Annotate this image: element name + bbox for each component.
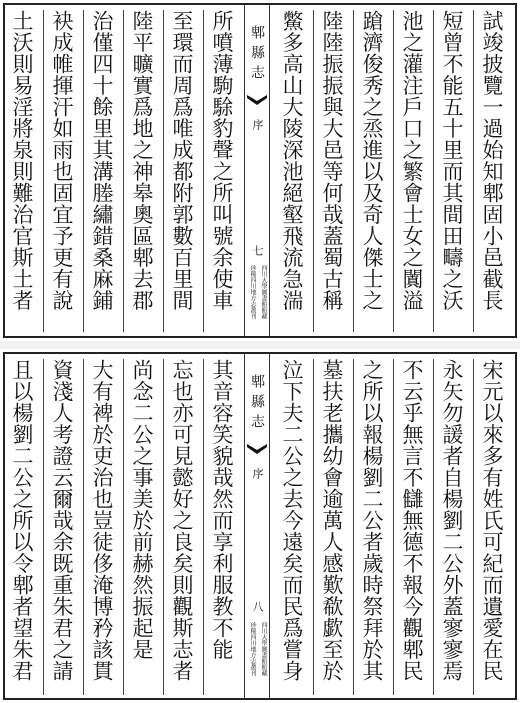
column-rule: [353, 359, 354, 695]
text-column: 治僅四十餘里其溝塍繡錯桑麻鋪: [90, 10, 114, 311]
source-note: [246, 265, 270, 337]
text-column: 永矢勿諼者自楊劉二公外蓋寥寥焉: [440, 359, 464, 682]
top-right-half: [276, 10, 514, 332]
section-label: 序: [251, 467, 264, 479]
fishtail-mark-icon: [247, 444, 267, 454]
text-column: 之所以報楊劉二公者歲時祭拜於其: [360, 359, 384, 682]
column-rule: [123, 359, 124, 695]
text-column: 鱉多高山大陵深池絕壑飛流急湍: [280, 10, 304, 311]
column-rule: [393, 10, 394, 332]
source-line-2: 珍稀四川地方志叢刊: [249, 622, 256, 676]
running-title: 郫縣志: [249, 25, 265, 85]
bottom-page: [0, 349, 520, 703]
text-column: 袂成帷揮汗如雨也固宜予更有說: [50, 10, 74, 311]
column-rule: [83, 359, 84, 695]
text-column: 陸平曠實爲地之神皋奧區郫去郡: [130, 10, 154, 311]
column-rule: [433, 10, 434, 332]
text-column: 土沃則易淫將泉則難治官斯土者: [10, 10, 34, 311]
column-rule: [393, 359, 394, 695]
column-rule: [123, 10, 124, 332]
column-rule: [43, 10, 44, 332]
bottom-left-half: [6, 359, 240, 695]
text-column: 泣下夫二公之去今遠矣而民爲嘗身: [280, 359, 304, 682]
text-column: 所噴薄駒駼豹聲之所叫號余使車: [210, 10, 234, 311]
top-center-strip: [244, 5, 270, 336]
text-column: 墓扶老攜幼會逾萬人感歎欷歔至於: [320, 359, 344, 682]
page-separator: [0, 341, 520, 349]
running-title: 郫縣志: [249, 374, 265, 434]
source-line-1: 四川大學圖書館館藏: [260, 265, 267, 319]
section-label: 序: [251, 118, 264, 130]
text-column: 尚念二公之事美於前赫然振起是: [130, 359, 154, 660]
text-column: 且以楊劉二公之所以令郫者望朱君: [10, 359, 34, 682]
column-rule: [433, 359, 434, 695]
column-rule: [163, 10, 164, 332]
column-rule: [473, 359, 474, 695]
text-column: 短曾不能五十里而其間田疇之沃: [440, 10, 464, 311]
text-column: 資淺人考證云爾哉余既重朱君之請: [50, 359, 74, 682]
fishtail-mark-icon: [247, 95, 267, 105]
column-rule: [313, 359, 314, 695]
text-column: 池之灌注戶口之繁會士女之闐溢: [400, 10, 424, 311]
text-column: 宋元以來多有姓氏可紀而遺愛在民: [480, 359, 504, 682]
column-rule: [313, 10, 314, 332]
text-column: 其音容笑貌哉然而享利服教不能: [210, 359, 234, 660]
top-left-half: [6, 10, 240, 332]
column-rule: [163, 359, 164, 695]
text-column: 大有裨於吏治也豈徒侈淹博矜該貫: [90, 359, 114, 682]
text-column: 蹌濟俊秀之烝進以及奇人傑士之: [360, 10, 384, 311]
source-line-2: 珍稀四川地方志叢刊: [249, 265, 256, 319]
text-column: 陸陸振振與大邑等何哉蓋蜀古稱: [320, 10, 344, 311]
column-rule: [83, 10, 84, 332]
column-rule: [353, 10, 354, 332]
top-page: [0, 0, 520, 341]
column-rule: [203, 10, 204, 332]
bottom-center-strip: [244, 354, 270, 698]
text-column: 試竣披覽一過始知郫固小邑截長: [480, 10, 504, 311]
text-column: 不云乎無言不讎無德不報今觀郫民: [400, 359, 424, 682]
column-rule: [43, 359, 44, 695]
source-line-1: 四川大學圖書館館藏: [260, 622, 267, 676]
source-note: [246, 622, 270, 694]
page-number: 八: [251, 600, 264, 612]
column-rule: [473, 10, 474, 332]
column-rule: [203, 359, 204, 695]
bottom-right-half: [276, 359, 514, 695]
text-column: 至環而周爲唯成都附郭數百里間: [170, 10, 194, 311]
page-number: 七: [251, 244, 264, 256]
text-column: 忘也亦可見懿好之良矣則觀斯志者: [170, 359, 194, 682]
